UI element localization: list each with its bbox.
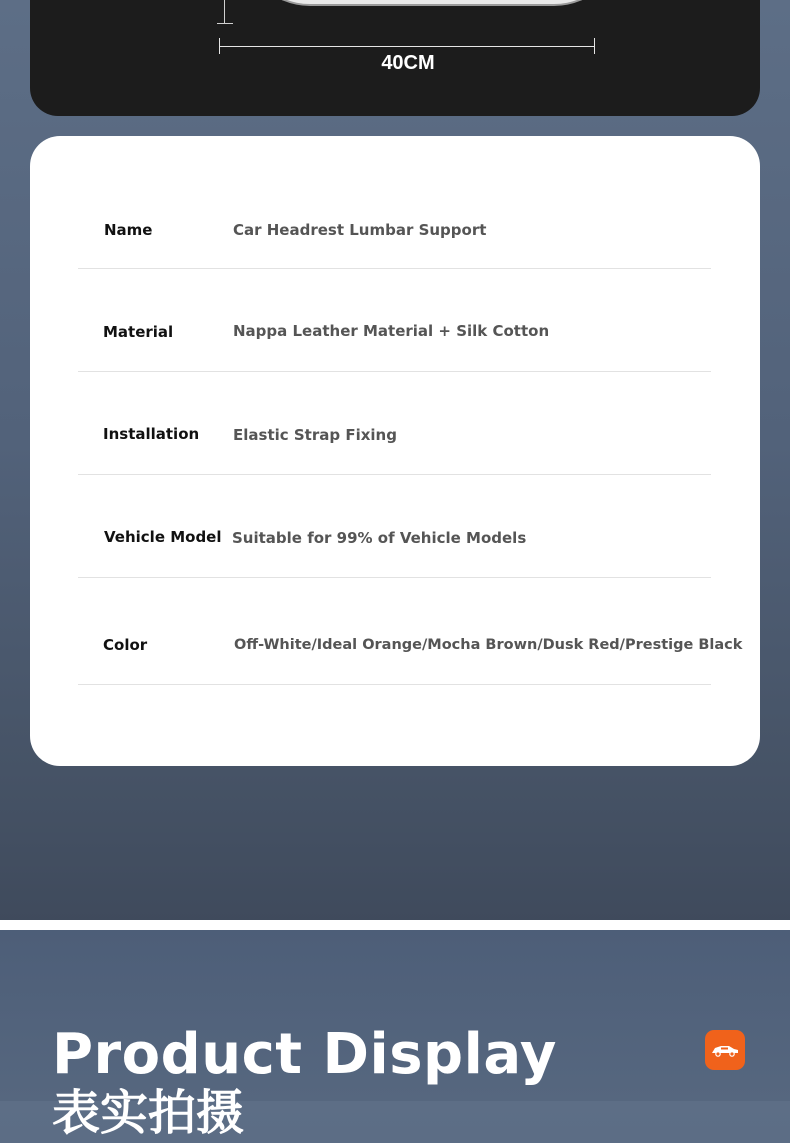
- car-logo-glyph: [710, 1042, 740, 1058]
- height-dimension-cap: [217, 23, 233, 24]
- width-dimension-cap-right: [594, 38, 595, 54]
- spec-value: Nappa Leather Material + Silk Cotton: [233, 322, 550, 340]
- spec-row-material: [78, 269, 711, 372]
- product-display-section: [0, 930, 790, 1141]
- spec-row-vehicle-model: [78, 475, 711, 578]
- spec-label: Material: [103, 323, 174, 341]
- spec-row-name: [78, 136, 711, 269]
- dimension-panel: [30, 0, 760, 116]
- width-dimension-line: [219, 46, 595, 47]
- width-dimension-label: 40CM: [381, 52, 435, 74]
- spec-label: Vehicle Model: [104, 528, 222, 546]
- section-divider: [0, 920, 790, 930]
- height-dimension-line: [224, 0, 225, 24]
- spec-table: [30, 136, 760, 766]
- spec-value: Off-White/Ideal Orange/Mocha Brown/Dusk Red/Prestige Black: [234, 637, 743, 653]
- pillow-image: [240, 0, 624, 6]
- spec-value: Suitable for 99% of Vehicle Models: [232, 529, 527, 547]
- spec-label: Name: [104, 221, 153, 239]
- spec-value: Car Headrest Lumbar Support: [233, 221, 487, 239]
- width-dimension-cap-left: [219, 38, 220, 54]
- spec-row-color: [78, 578, 743, 685]
- spec-row-installation: [78, 372, 711, 475]
- spec-label: Color: [103, 636, 148, 654]
- section-subtitle: 表实拍摄: [52, 1085, 245, 1141]
- spec-label: Installation: [103, 425, 200, 443]
- section-title: Product Display: [52, 1022, 557, 1087]
- spec-value: Elastic Strap Fixing: [233, 426, 397, 444]
- car-logo-icon: [705, 1030, 745, 1070]
